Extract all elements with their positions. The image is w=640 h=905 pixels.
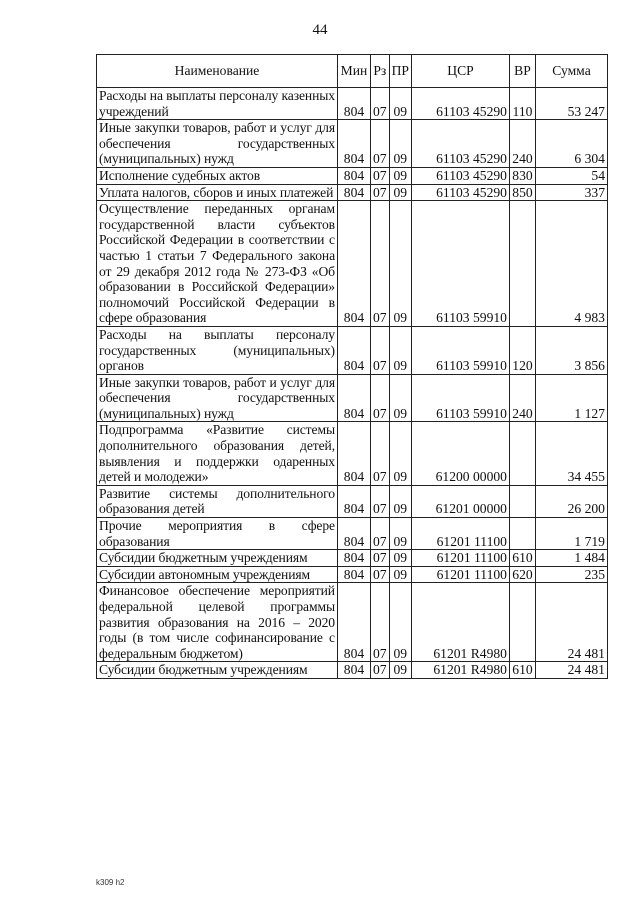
header-csr: ЦСР [411, 55, 509, 88]
cell-pr: 09 [389, 167, 411, 184]
cell-csr: 61103 59910 [411, 374, 509, 422]
cell-vr: 830 [509, 167, 535, 184]
cell-pr: 09 [389, 583, 411, 662]
cell-rz: 07 [371, 518, 390, 550]
cell-sum: 53 247 [535, 88, 607, 120]
cell-min: 804 [338, 485, 371, 517]
cell-sum: 1 127 [535, 374, 607, 422]
cell-csr: 61103 45290 [411, 120, 509, 168]
cell-vr [509, 485, 535, 517]
table-row [97, 120, 608, 168]
cell-sum: 1 484 [535, 550, 607, 567]
cell-vr [509, 201, 535, 327]
cell-min: 804 [338, 167, 371, 184]
table-row [97, 662, 608, 679]
footer-code: k309 h2 [96, 878, 125, 887]
cell-sum: 3 856 [535, 326, 607, 374]
cell-csr: 61201 R4980 [411, 583, 509, 662]
table-header-row [97, 55, 608, 88]
budget-table [96, 54, 608, 679]
cell-rz: 07 [371, 167, 390, 184]
cell-min: 804 [338, 518, 371, 550]
cell-pr: 09 [389, 326, 411, 374]
cell-sum: 337 [535, 184, 607, 201]
cell-name: Развитие системы дополнительного образования детей [97, 485, 338, 517]
cell-sum: 24 481 [535, 583, 607, 662]
cell-min: 804 [338, 88, 371, 120]
cell-pr: 09 [389, 374, 411, 422]
cell-rz: 07 [371, 422, 390, 485]
cell-pr: 09 [389, 485, 411, 517]
header-name: Наименование [97, 55, 338, 88]
cell-rz: 07 [371, 120, 390, 168]
cell-vr: 120 [509, 326, 535, 374]
table-row [97, 485, 608, 517]
cell-name: Субсидии автономным учреждениям [97, 566, 338, 583]
cell-rz: 07 [371, 374, 390, 422]
cell-rz: 07 [371, 485, 390, 517]
cell-pr: 09 [389, 518, 411, 550]
table-row [97, 566, 608, 583]
header-pr: ПР [389, 55, 411, 88]
header-rz: Рз [371, 55, 390, 88]
cell-name: Субсидии бюджетным учреждениям [97, 550, 338, 567]
cell-csr: 61103 59910 [411, 201, 509, 327]
cell-name: Осуществление переданных органам государственной власти субъектов Российской Федерации в соответствии с частью 1 статьи 7 Федерального закона от 29 декабря 2012 года № 273-ФЗ «Об образовании в Российской Федерации» полномочий Российской Федерации в сфере образования [97, 201, 338, 327]
cell-csr: 61103 59910 [411, 326, 509, 374]
cell-min: 804 [338, 422, 371, 485]
cell-min: 804 [338, 550, 371, 567]
cell-sum: 24 481 [535, 662, 607, 679]
cell-name: Иные закупки товаров, работ и услуг для обеспечения государственных (муниципальных) нужд [97, 374, 338, 422]
cell-pr: 09 [389, 88, 411, 120]
cell-rz: 07 [371, 326, 390, 374]
cell-name: Субсидии бюджетным учреждениям [97, 662, 338, 679]
cell-csr: 61103 45290 [411, 88, 509, 120]
cell-pr: 09 [389, 550, 411, 567]
table-row [97, 88, 608, 120]
cell-name: Уплата налогов, сборов и иных платежей [97, 184, 338, 201]
cell-vr: 110 [509, 88, 535, 120]
cell-csr: 61200 00000 [411, 422, 509, 485]
cell-sum: 4 983 [535, 201, 607, 327]
cell-pr: 09 [389, 120, 411, 168]
cell-vr [509, 422, 535, 485]
table-row [97, 422, 608, 485]
table-row [97, 184, 608, 201]
cell-vr: 620 [509, 566, 535, 583]
cell-rz: 07 [371, 184, 390, 201]
cell-csr: 61103 45290 [411, 167, 509, 184]
cell-name: Прочие мероприятия в сфере образования [97, 518, 338, 550]
cell-sum: 34 455 [535, 422, 607, 485]
cell-vr: 850 [509, 184, 535, 201]
cell-pr: 09 [389, 662, 411, 679]
cell-sum: 235 [535, 566, 607, 583]
cell-min: 804 [338, 184, 371, 201]
page-number: 44 [312, 22, 328, 38]
table-row [97, 550, 608, 567]
cell-min: 804 [338, 326, 371, 374]
cell-vr [509, 518, 535, 550]
table-body [97, 88, 608, 679]
cell-name: Подпрограмма «Развитие системы дополнительного образования детей, выявления и поддержки одаренных детей и молодежи» [97, 422, 338, 485]
cell-rz: 07 [371, 583, 390, 662]
cell-min: 804 [338, 201, 371, 327]
cell-vr: 610 [509, 662, 535, 679]
table-row [97, 518, 608, 550]
cell-pr: 09 [389, 566, 411, 583]
cell-name: Исполнение судебных актов [97, 167, 338, 184]
header-min: Мин [338, 55, 371, 88]
cell-min: 804 [338, 120, 371, 168]
cell-vr [509, 583, 535, 662]
header-vr: ВР [509, 55, 535, 88]
cell-name: Иные закупки товаров, работ и услуг для обеспечения государственных (муниципальных) нужд [97, 120, 338, 168]
cell-sum: 6 304 [535, 120, 607, 168]
cell-sum: 54 [535, 167, 607, 184]
cell-min: 804 [338, 374, 371, 422]
cell-rz: 07 [371, 88, 390, 120]
cell-min: 804 [338, 662, 371, 679]
cell-csr: 61201 11100 [411, 518, 509, 550]
table-row [97, 326, 608, 374]
cell-rz: 07 [371, 201, 390, 327]
cell-sum: 26 200 [535, 485, 607, 517]
header-sum: Сумма [535, 55, 607, 88]
table-row [97, 201, 608, 327]
table-row [97, 374, 608, 422]
cell-pr: 09 [389, 422, 411, 485]
cell-min: 804 [338, 566, 371, 583]
cell-name: Расходы на выплаты персоналу государственных (муниципальных) органов [97, 326, 338, 374]
cell-sum: 1 719 [535, 518, 607, 550]
table-row [97, 583, 608, 662]
cell-vr: 610 [509, 550, 535, 567]
cell-rz: 07 [371, 550, 390, 567]
cell-csr: 61103 45290 [411, 184, 509, 201]
cell-pr: 09 [389, 201, 411, 327]
cell-csr: 61201 11100 [411, 566, 509, 583]
cell-name: Финансовое обеспечение мероприятий федеральной целевой программы развития образования на 2016 – 2020 годы (в том числе софинансирование с федеральным бюджетом) [97, 583, 338, 662]
cell-min: 804 [338, 583, 371, 662]
cell-vr: 240 [509, 374, 535, 422]
cell-name: Расходы на выплаты персоналу казенных учреждений [97, 88, 338, 120]
cell-pr: 09 [389, 184, 411, 201]
cell-csr: 61201 00000 [411, 485, 509, 517]
cell-rz: 07 [371, 662, 390, 679]
cell-rz: 07 [371, 566, 390, 583]
cell-csr: 61201 11100 [411, 550, 509, 567]
cell-vr: 240 [509, 120, 535, 168]
table-row [97, 167, 608, 184]
cell-csr: 61201 R4980 [411, 662, 509, 679]
